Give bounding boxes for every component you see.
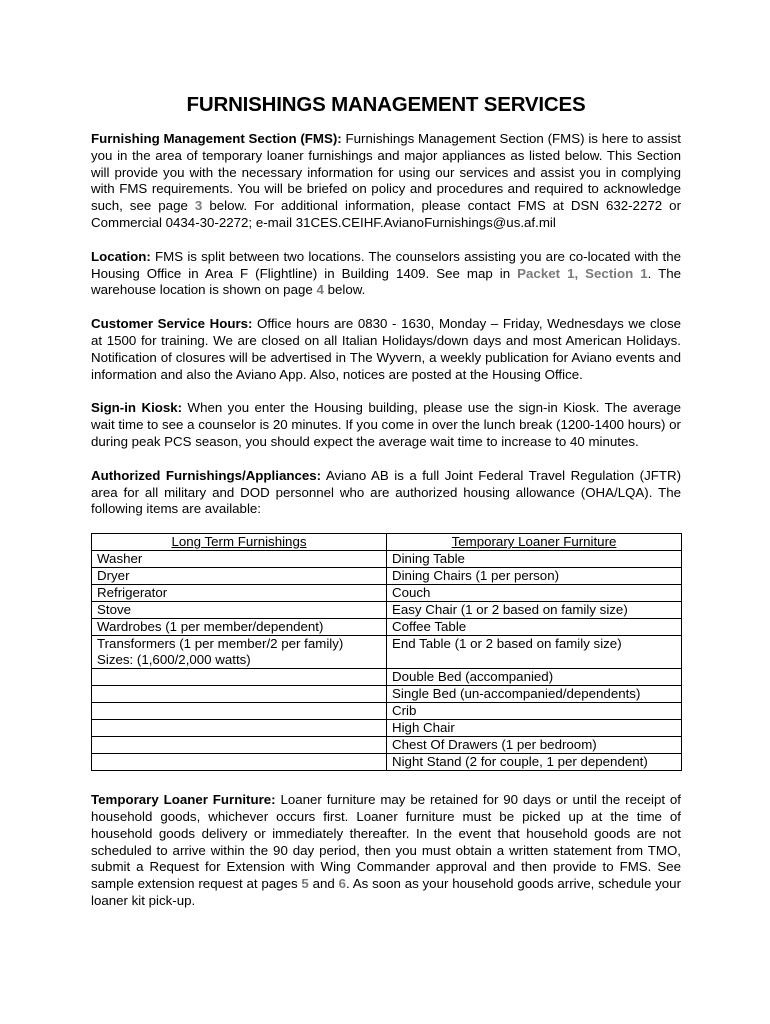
temporary-loaner-cell <box>387 652 682 669</box>
table-row <box>92 551 682 568</box>
temporary-loaner-cell: Chest Of Drawers (1 per bedroom) <box>387 737 682 754</box>
long-term-cell: Stove <box>92 602 387 619</box>
location-text-3: below. <box>323 282 366 298</box>
long-term-cell <box>92 737 387 754</box>
table-row <box>92 568 682 585</box>
location-page-ref[interactable]: 4 <box>316 282 324 298</box>
long-term-cell <box>92 703 387 720</box>
loaner-paragraph <box>91 792 681 910</box>
page-title: FURNISHINGS MANAGEMENT SERVICES <box>186 93 586 116</box>
location-text-2: . The warehouse location is shown on page <box>91 265 681 298</box>
temporary-loaner-cell: Dining Chairs (1 per person) <box>387 568 682 585</box>
authorized-label: Authorized Furnishings/Appliances: <box>91 467 322 483</box>
temporary-loaner-cell: End Table (1 or 2 based on family size) <box>387 636 682 653</box>
packet-ref[interactable]: Packet 1, Section 1 <box>517 265 648 281</box>
table-row <box>92 636 682 653</box>
fms-label: Furnishing Management Section (FMS): <box>91 131 342 146</box>
table-row <box>92 602 682 619</box>
temporary-loaner-cell: Easy Chair (1 or 2 based on family size) <box>387 602 682 619</box>
table-row <box>92 754 682 771</box>
furnishings-table <box>91 533 682 771</box>
kiosk-text: When you enter the Housing building, please use the sign-in Kiosk. The average wait time to see a counselor is 20 minutes. If you come in over the lunch break (1200-1400 hours) or during peak PCS season, you should expect the average wait time to increase to 40 minutes. <box>91 400 681 449</box>
long-term-cell: Dryer <box>92 568 387 585</box>
table-row <box>92 686 682 703</box>
loaner-text-3: . As soon as your household goods arrive, schedule your loaner kit pick-up. <box>91 876 681 908</box>
kiosk-label: Sign-in Kiosk: <box>91 400 183 416</box>
table-body <box>92 551 682 771</box>
authorized-paragraph <box>91 468 681 518</box>
table-row <box>92 619 682 636</box>
location-text-1: FMS is split between two locations. The counselors assisting you are co-located with the Housing Office in Area F (Flightline) in Building 1409. See map in <box>91 248 681 281</box>
table-row <box>92 669 682 686</box>
loaner-page-ref-2[interactable]: 6 <box>338 876 347 892</box>
temporary-loaner-cell: Couch <box>387 585 682 602</box>
temporary-loaner-cell: Single Bed (un-accompanied/dependents) <box>387 686 682 703</box>
fms-text-1: Furnishings Management Section (FMS) is here to assist you in the area of temporary loaner furnishings and major appliances as listed below. This Section will provide you with the necessary information for using our services and assist you in complying with FMS requirements. You will be briefed on policy and procedures and required to acknowledge such, see page <box>91 131 681 214</box>
hours-text: Office hours are 0830 - 1630, Monday – Friday, Wednesdays we close at 1500 for training. We are closed on all Italian Holidays/down days and most American Holidays. Notification of closures will be advertised in The Wyvern, a weekly publication for Aviano events and information and also the Aviano App. Also, notices are posted at the Housing Office. <box>91 316 681 382</box>
loaner-text-1: Loaner furniture may be retained for 90 days or until the receipt of household goods, whichever occurs first. Loaner furniture must be picked up at the time of household goods delivery or immediately thereafter. In the event that household goods are not scheduled to arrive within the 90 day period, then you must obtain a written statement from TMO, submit a Request for Extension with Wing Commander approval and then provide to FMS. See sample extension request at pages <box>91 792 681 892</box>
location-label: Location: <box>91 248 151 264</box>
loaner-page-ref-1[interactable]: 5 <box>301 876 309 892</box>
loaner-label: Temporary Loaner Furniture: <box>91 792 276 808</box>
temporary-loaner-header: Temporary Loaner Furniture <box>387 534 682 551</box>
table-row <box>92 703 682 720</box>
temporary-loaner-cell: Dining Table <box>387 551 682 568</box>
fms-paragraph <box>91 131 681 232</box>
table-header-row <box>92 534 682 551</box>
long-term-cell: Wardrobes (1 per member/dependent) <box>92 619 387 636</box>
temporary-loaner-cell: Crib <box>387 703 682 720</box>
location-paragraph <box>91 249 681 299</box>
temporary-loaner-cell: Double Bed (accompanied) <box>387 669 682 686</box>
table-row <box>92 652 682 669</box>
long-term-cell: Refrigerator <box>92 585 387 602</box>
long-term-cell <box>92 754 387 771</box>
authorized-text: Aviano AB is a full Joint Federal Travel Regulation (JFTR) area for all military and DOD personnel who are authorized housing allowance (OHA/LQA). The following items are available: <box>91 467 681 517</box>
long-term-cell: Washer <box>92 551 387 568</box>
long-term-cell <box>92 669 387 686</box>
loaner-text-2: and <box>308 876 339 892</box>
table-row <box>92 720 682 737</box>
hours-paragraph <box>91 316 681 383</box>
long-term-cell <box>92 686 387 703</box>
hours-label: Customer Service Hours: <box>91 316 253 332</box>
document-page <box>91 93 681 927</box>
kiosk-paragraph <box>91 400 681 450</box>
long-term-cell: Sizes: (1,600/2,000 watts) <box>92 652 387 669</box>
temporary-loaner-cell: High Chair <box>387 720 682 737</box>
table-row <box>92 585 682 602</box>
temporary-loaner-cell: Night Stand (2 for couple, 1 per dependent) <box>387 754 682 771</box>
long-term-header: Long Term Furnishings <box>92 534 387 551</box>
fms-text-2: below. For additional information, please contact FMS at DSN 632-2272 or Commercial 0434-30-2272; e-mail 31CES.CEIHF.AvianoFurnishings@us.af.mil <box>91 198 681 230</box>
temporary-loaner-cell: Coffee Table <box>387 619 682 636</box>
long-term-cell <box>92 720 387 737</box>
table-row <box>92 737 682 754</box>
long-term-cell: Transformers (1 per member/2 per family) <box>92 636 387 653</box>
fms-page-ref[interactable]: 3 <box>194 198 203 214</box>
